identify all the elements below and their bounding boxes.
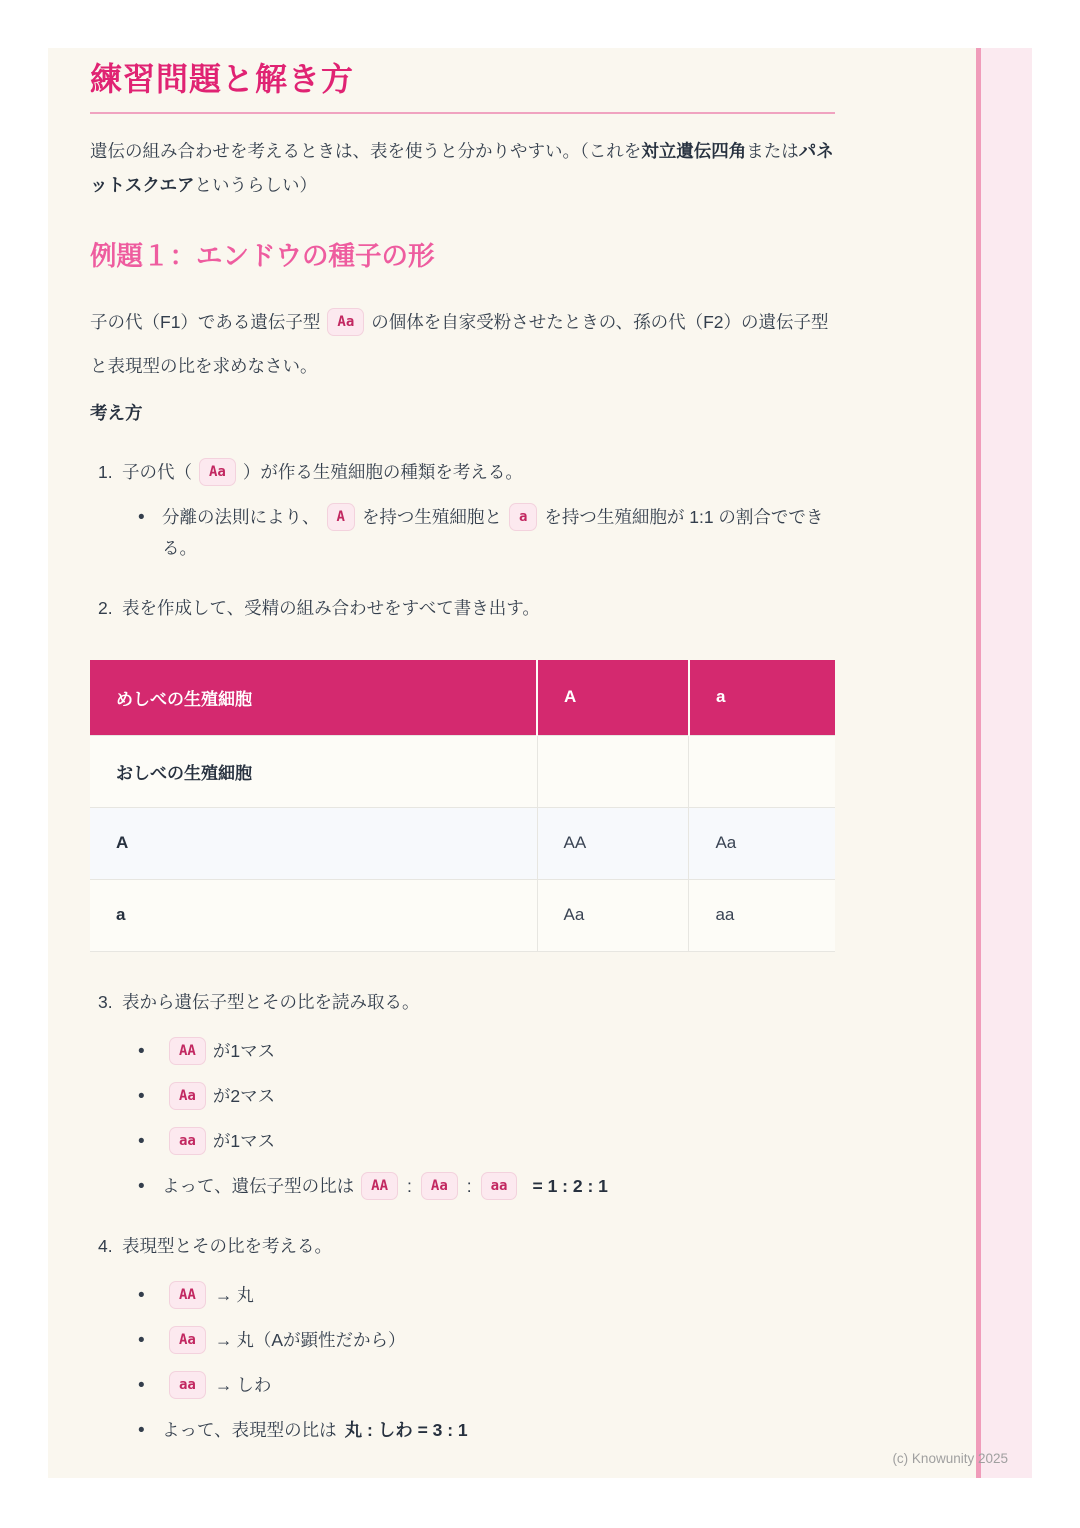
ratio-separator: : (407, 1175, 412, 1196)
arrow-right-icon: → (214, 1374, 233, 1395)
genotype-ratio-result: = 1 : 2 : 1 (532, 1175, 608, 1196)
step-body (122, 456, 835, 564)
genotype-badge-AA: AA (361, 1172, 398, 1200)
list-item-genotype-ratio (122, 1171, 835, 1202)
list-item (122, 1325, 835, 1356)
genotype-badge-aa: aa (481, 1172, 518, 1200)
genotype-cell-aa: aa (689, 879, 835, 951)
example-heading: 例題１：エンドウの種子の形 (90, 241, 435, 271)
table-row-A (90, 807, 835, 879)
genotype-badge-Aa: Aa (169, 1326, 206, 1354)
list-text: 丸 (236, 1284, 254, 1305)
intro-text: 遺伝の組み合わせを考えるときは、表を使うと分かりやすい。（これを (90, 141, 642, 161)
bullet-marker (138, 1370, 162, 1401)
list-item-text (162, 1126, 835, 1157)
step-body (122, 986, 835, 1202)
ratio-separator: : (466, 1175, 472, 1196)
list-item-text (162, 1036, 835, 1067)
table-row-a (90, 879, 835, 951)
list-item-text (162, 1081, 835, 1112)
bullet-marker (138, 1280, 162, 1311)
phenotype-ratio-result: 丸 : しわ = 3 : 1 (344, 1419, 468, 1440)
step-number: 4. (98, 1235, 113, 1256)
step-number: 3. (98, 991, 113, 1012)
step-body (122, 1230, 835, 1446)
allele-badge-A: A (327, 503, 355, 531)
genotype-badge-AA: AA (169, 1037, 206, 1065)
problem-text: 子の代（F1）である遺伝子型 (90, 312, 321, 332)
list-item-phenotype-ratio (122, 1415, 835, 1446)
genotype-badge-Aa: Aa (169, 1082, 206, 1110)
page-title: 練習問題と解き方 (90, 61, 355, 97)
list-item-text (162, 1171, 835, 1202)
step-text: 表現型とその比を考える。 (122, 1235, 332, 1256)
punnett-square-table (90, 660, 835, 952)
bullet-marker (138, 1081, 162, 1112)
step-text: 表から遺伝子型とその比を読み取る。 (122, 991, 420, 1012)
list-item-text (162, 1370, 835, 1401)
bullet-marker (138, 1325, 162, 1356)
row-label-cell: A (90, 807, 537, 879)
header-cell-pistil-gametes: めしべの生殖細胞 (90, 660, 537, 735)
genotype-badge-AA: AA (169, 1281, 206, 1309)
list-text: が1マス (212, 1130, 276, 1151)
list-text: が2マス (212, 1085, 276, 1106)
bullet-marker (138, 1171, 162, 1202)
intro-text: または (746, 141, 799, 161)
page-content (48, 48, 1032, 1446)
list-text: を持つ生殖細胞と (361, 507, 502, 527)
genotype-badge-Aa: Aa (421, 1172, 458, 1200)
step-number: 2. (98, 598, 113, 618)
step-number: 1. (98, 462, 113, 482)
allele-badge-a: a (509, 503, 537, 531)
bullet-marker (138, 502, 162, 564)
genotype-cell-Aa: Aa (689, 807, 835, 879)
list-item-text (162, 1280, 835, 1311)
genotype-cell-AA: AA (537, 807, 689, 879)
genotype-badge-aa: aa (169, 1371, 206, 1399)
list-item-text (162, 1415, 835, 1446)
intro-bold-term-2: パネットスクエア (90, 141, 834, 195)
step-text: 表を作成して、受精の組み合わせをすべて書き出す。 (122, 598, 540, 618)
table-header-row (90, 660, 835, 735)
bullet-marker (138, 1415, 162, 1446)
title-divider (90, 112, 835, 114)
genotype-badge-aa: aa (169, 1127, 206, 1155)
header-cell-a: a (689, 660, 835, 735)
list-item-text (162, 502, 835, 564)
step-2 (90, 592, 835, 624)
list-item (122, 1280, 835, 1311)
bullet-marker (138, 1126, 162, 1157)
step-text: 子の代（ (122, 462, 192, 482)
approach-label: 考え方 (90, 403, 143, 423)
intro-bold-term-1: 対立遺伝四角 (641, 141, 747, 161)
header-cell-A: A (537, 660, 689, 735)
step-text: ）が作る生殖細胞の種類を考える。 (242, 462, 523, 482)
list-item (122, 1036, 835, 1067)
genotype-badge-Aa: Aa (199, 458, 236, 486)
problem-statement (90, 300, 835, 388)
step-4 (90, 1230, 835, 1446)
list-text: が1マス (212, 1040, 276, 1061)
list-item (122, 502, 835, 564)
list-text: しわ (236, 1374, 272, 1395)
step-3 (90, 986, 835, 1202)
genotype-badge-Aa: Aa (327, 308, 364, 336)
list-text: 分離の法則により、 (162, 507, 320, 527)
row-label-cell: おしべの生殖細胞 (90, 735, 537, 807)
list-text: を持つ生殖細胞が 1:1 の割合でできる。 (162, 507, 824, 558)
arrow-right-icon: → (214, 1329, 233, 1350)
list-item-text (162, 1325, 835, 1356)
copyright-footer: (c) Knowunity 2025 (892, 1451, 1008, 1466)
table-row-stamen-gametes (90, 735, 835, 807)
list-item (122, 1081, 835, 1112)
intro-text: というらしい） (194, 175, 317, 195)
step-1 (90, 456, 835, 564)
intro-paragraph (90, 134, 835, 202)
list-text: よって、表現型の比は (162, 1419, 337, 1440)
arrow-right-icon: → (214, 1284, 233, 1305)
list-text: 丸（Aが顕性だから） (236, 1329, 406, 1350)
list-item (122, 1126, 835, 1157)
empty-cell (537, 735, 689, 807)
row-label-cell: a (90, 879, 537, 951)
problem-text: の個体を自家受粉させたときの、孫の代（F2）の遺伝子型と表現型の比を求めなさい。 (90, 312, 829, 376)
step-body (122, 592, 835, 624)
empty-cell (689, 735, 835, 807)
worksheet-page (48, 48, 1032, 1478)
list-text: よって、遺伝子型の比は (162, 1175, 355, 1196)
list-item (122, 1370, 835, 1401)
bullet-marker (138, 1036, 162, 1067)
genotype-cell-Aa: Aa (537, 879, 689, 951)
